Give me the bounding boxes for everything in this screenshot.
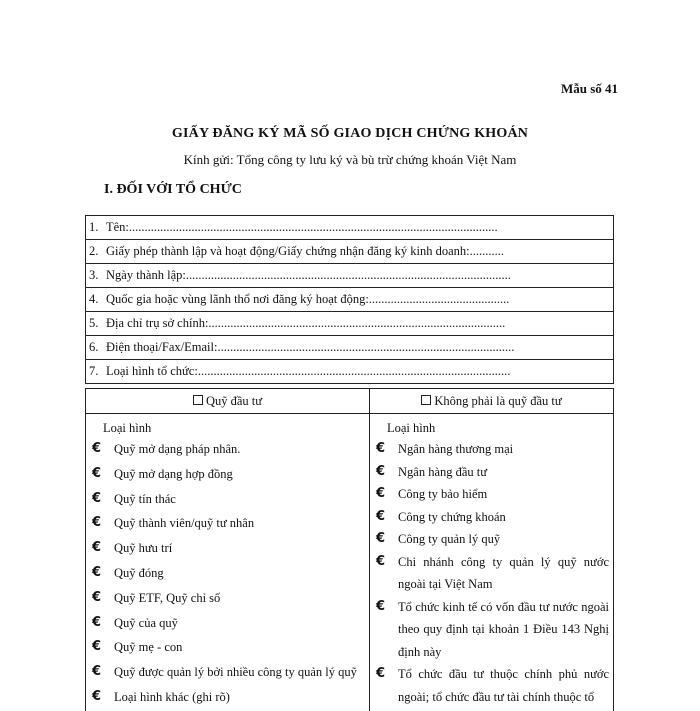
field-contact[interactable] xyxy=(86,336,614,360)
euro-icon[interactable]: € xyxy=(92,664,102,680)
option-label: Quỹ mở dạng hợp đồng xyxy=(114,466,233,481)
euro-icon[interactable]: € xyxy=(92,441,102,456)
field-label: Loại hình tổ chức:.................................................................................................... xyxy=(106,364,511,378)
euro-icon[interactable]: € xyxy=(92,490,102,506)
field-license[interactable] xyxy=(86,240,614,264)
option-label: Quỹ thành viên/quỹ tư nhân xyxy=(114,516,255,531)
option-label: Quỹ tín thác xyxy=(114,491,176,506)
euro-icon[interactable]: € xyxy=(376,463,386,479)
option-item[interactable] xyxy=(370,483,613,506)
option-item[interactable] xyxy=(86,537,369,562)
field-country[interactable] xyxy=(86,288,614,312)
euro-icon[interactable]: € xyxy=(376,598,386,614)
organization-info-table xyxy=(85,215,614,384)
option-item[interactable] xyxy=(86,488,369,513)
option-label: Tổ chức đầu tư thuộc chính phủ nước ngoài; tổ chức đầu tư tài chính thuộc tổ xyxy=(398,667,609,704)
field-row-country xyxy=(86,288,614,312)
header-label: Quỹ đầu tư xyxy=(205,393,263,408)
euro-icon[interactable]: € xyxy=(92,564,102,580)
option-label: Ngân hàng đầu tư xyxy=(398,464,488,479)
option-item[interactable] xyxy=(86,512,369,537)
option-item[interactable] xyxy=(86,587,369,612)
header-label: Không phải là quỹ đầu tư xyxy=(434,393,562,408)
option-label: Chi nhánh công ty quản lý quỹ nước ngoài tại Việt Nam xyxy=(398,554,609,591)
form-number: Mẫu số 41 xyxy=(560,81,618,96)
euro-icon[interactable]: € xyxy=(92,639,102,655)
option-label: Công ty chứng khoán xyxy=(398,509,506,524)
euro-icon[interactable]: € xyxy=(376,486,386,501)
field-number: 5. xyxy=(89,316,99,330)
field-number: 7. xyxy=(89,364,99,378)
option-label: Công ty quản lý quỹ xyxy=(398,532,501,546)
euro-icon[interactable]: € xyxy=(92,540,102,556)
field-number: 4. xyxy=(89,292,99,306)
option-item[interactable] xyxy=(86,562,369,587)
field-row-org-type xyxy=(86,360,614,384)
euro-icon[interactable]: € xyxy=(376,531,386,546)
option-label: Loại hình khác (ghi rõ) xyxy=(114,689,230,704)
option-item[interactable] xyxy=(370,461,613,484)
checkbox-icon[interactable] xyxy=(421,395,431,405)
option-label: Ngân hàng thương mại xyxy=(398,442,514,456)
option-label: Quỹ được quản lý bởi nhiều công ty quản lý quỹ xyxy=(114,665,357,680)
option-label: Quỹ đóng xyxy=(114,565,164,580)
option-item[interactable] xyxy=(370,551,613,596)
salutation: Kính gửi: Tổng công ty lưu ký và bù trừ chứng khoán Việt Nam xyxy=(183,152,517,167)
checkbox-icon[interactable] xyxy=(193,395,203,405)
option-item[interactable] xyxy=(370,663,613,708)
field-label: Địa chỉ trụ sở chính:............................................................................................... xyxy=(106,316,506,330)
option-label: Tổ chức kinh tế có vốn đầu tư nước ngoài theo quy định tại khoản 1 Điều 143 Nghị định này xyxy=(398,599,609,659)
euro-icon[interactable]: € xyxy=(376,508,386,524)
option-label: Quỹ mẹ - con xyxy=(114,640,183,655)
euro-icon[interactable]: € xyxy=(92,515,102,531)
option-item[interactable] xyxy=(370,596,613,664)
field-name[interactable] xyxy=(86,216,614,240)
field-number: 1. xyxy=(89,220,99,234)
field-label: Ngày thành lập:........................................................................................................ xyxy=(106,268,511,282)
option-item[interactable] xyxy=(86,612,369,637)
euro-icon[interactable]: € xyxy=(376,666,386,681)
field-number: 3. xyxy=(89,268,99,282)
field-number: 6. xyxy=(89,340,99,354)
non-fund-header[interactable] xyxy=(370,389,614,414)
fund-types-column xyxy=(86,414,370,711)
form-title: GIẤY ĐĂNG KÝ MÃ SỐ GIAO DỊCH CHỨNG KHOÁN xyxy=(171,126,529,141)
euro-icon[interactable]: € xyxy=(376,553,386,569)
option-item[interactable] xyxy=(370,438,613,461)
investment-fund-header[interactable] xyxy=(86,389,370,414)
field-number: 2. xyxy=(89,244,99,258)
euro-icon[interactable]: € xyxy=(376,441,386,456)
option-item[interactable] xyxy=(86,438,369,463)
field-row-license xyxy=(86,240,614,264)
euro-icon[interactable]: € xyxy=(92,589,102,605)
section-heading: I. ĐỐI VỚI TỔ CHỨC xyxy=(104,182,242,197)
option-label: Quỹ hưu trí xyxy=(114,541,173,556)
field-founding-date[interactable] xyxy=(86,264,614,288)
option-item[interactable] xyxy=(370,528,613,551)
option-label: Công ty bảo hiểm xyxy=(398,487,488,501)
non-fund-types-column xyxy=(370,414,614,711)
field-row-address xyxy=(86,312,614,336)
field-label: Quốc gia hoặc vùng lãnh thổ nơi đăng ký hoạt động:............................................. xyxy=(106,292,510,306)
field-row-contact xyxy=(86,336,614,360)
euro-icon[interactable]: € xyxy=(92,465,102,481)
field-org-type[interactable] xyxy=(86,360,614,384)
field-label: Điện thoại/Fax/Email:............................................................................................... xyxy=(106,340,515,354)
field-address[interactable] xyxy=(86,312,614,336)
option-item[interactable] xyxy=(86,661,369,686)
column-title: Loại hình xyxy=(387,421,436,435)
option-label: Quỹ mở dạng pháp nhân. xyxy=(114,442,241,456)
option-item[interactable] xyxy=(86,463,369,488)
option-item[interactable] xyxy=(86,636,369,661)
fund-type-list xyxy=(86,438,369,711)
field-row-founding-date xyxy=(86,264,614,288)
organization-type-table xyxy=(85,388,614,711)
field-label: Tên:...................................................................................................................... xyxy=(106,220,498,234)
field-label: Giấy phép thành lập và hoạt động/Giấy chứng nhận đăng ký kinh doanh:........... xyxy=(106,244,505,258)
option-item[interactable] xyxy=(370,506,613,529)
field-row-name xyxy=(86,216,614,240)
euro-icon[interactable]: € xyxy=(92,614,102,630)
option-label: Quỹ ETF, Quỹ chỉ số xyxy=(114,590,221,605)
euro-icon[interactable]: € xyxy=(92,688,102,704)
option-item[interactable] xyxy=(86,686,369,711)
non-fund-type-list xyxy=(370,438,613,708)
column-title: Loại hình xyxy=(103,421,152,435)
option-label: Quỹ của quỹ xyxy=(114,615,178,630)
